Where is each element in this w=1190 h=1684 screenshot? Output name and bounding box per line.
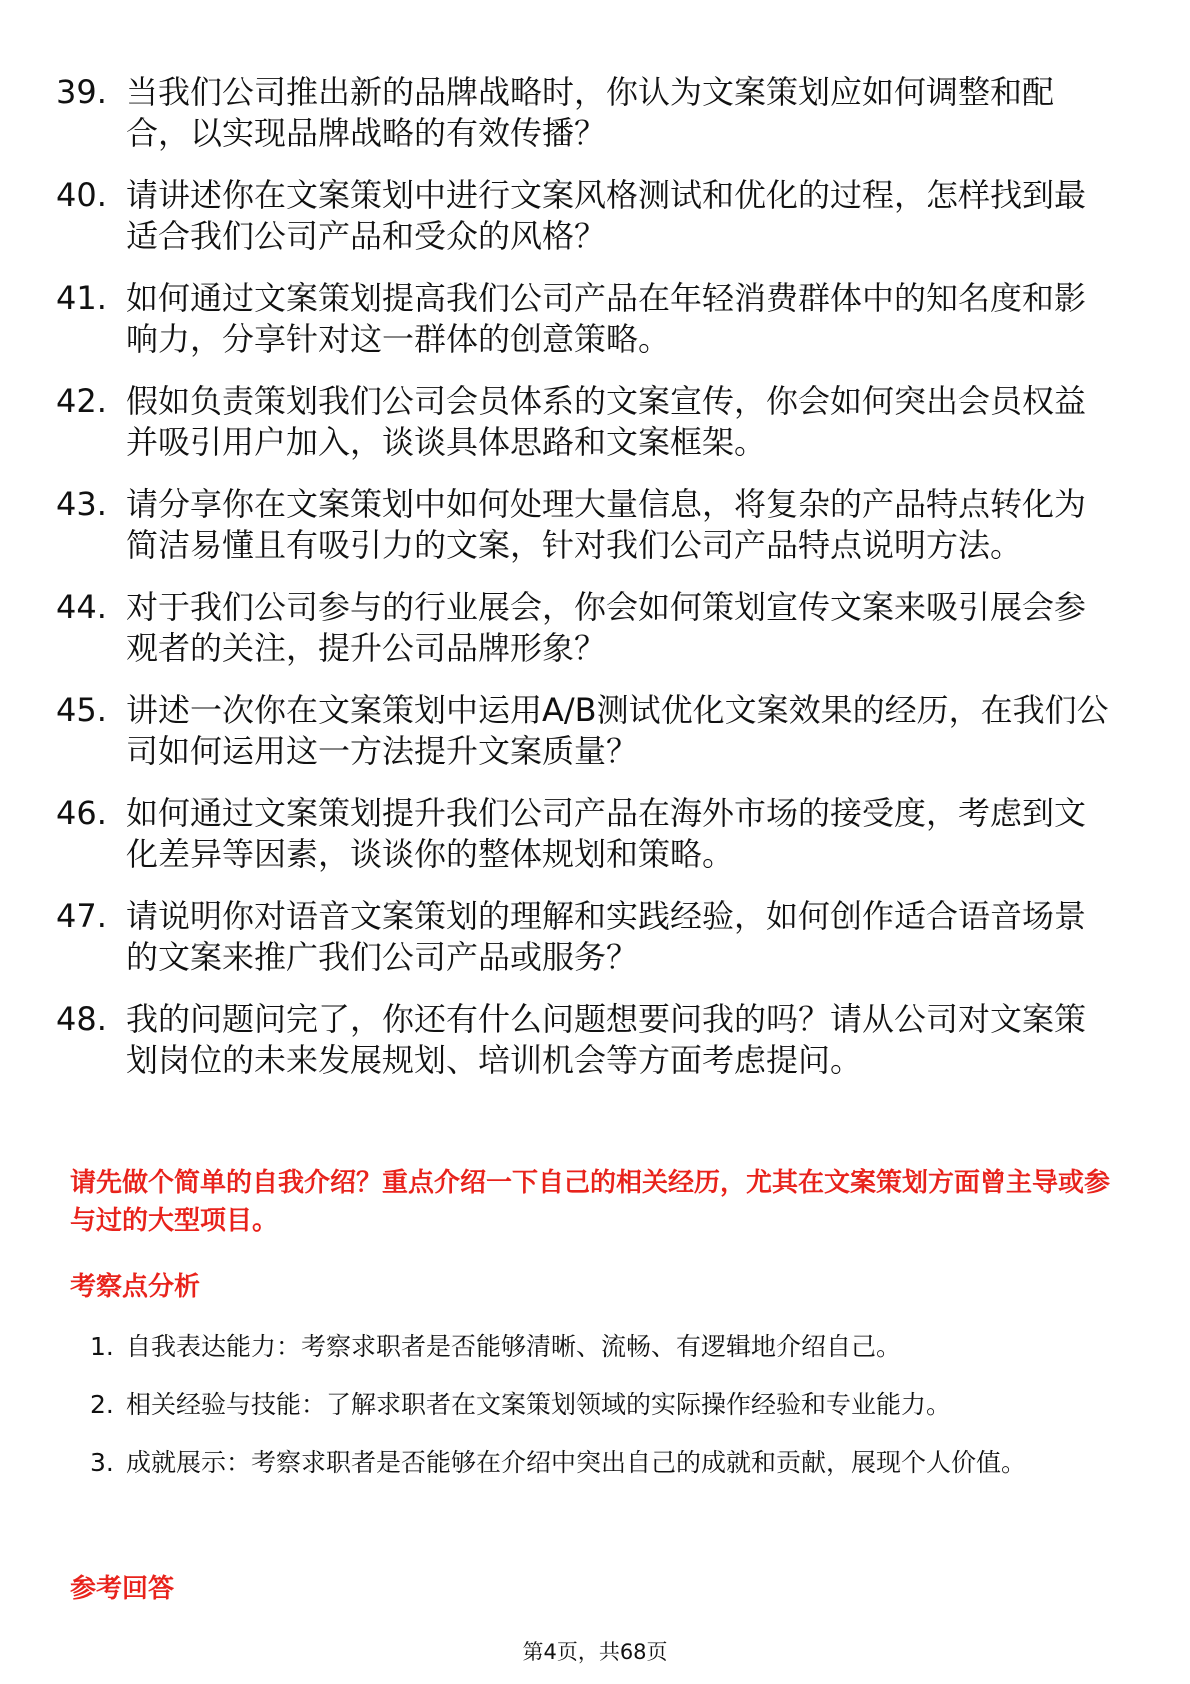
question-item bbox=[56, 690, 1116, 772]
question-text: 如何通过文案策划提高我们公司产品在年轻消费群体中的知名度和影响力，分享针对这一群体的创意策略。 bbox=[126, 279, 1087, 358]
question-text: 请讲述你在文案策划中进行文案风格测试和优化的过程，怎样找到最适合我们公司产品和受众的风格？ bbox=[126, 176, 1087, 255]
point-number: 1. bbox=[90, 1332, 114, 1361]
question-number: 43. bbox=[56, 485, 107, 523]
question-number: 46. bbox=[56, 794, 107, 832]
analysis-point bbox=[90, 1390, 1110, 1420]
question-item bbox=[56, 896, 1116, 978]
question-number: 47. bbox=[56, 897, 107, 935]
highlight-question: 请先做个简单的自我介绍？重点介绍一下自己的相关经历，尤其在文案策划方面曾主导或参与过的大型项目。 bbox=[70, 1168, 1111, 1236]
question-number: 40. bbox=[56, 176, 107, 214]
question-text: 假如负责策划我们公司会员体系的文案宣传，你会如何突出会员权益并吸引用户加入，谈谈具体思路和文案框架。 bbox=[126, 382, 1087, 461]
question-item bbox=[56, 175, 1116, 257]
question-number: 45. bbox=[56, 691, 107, 729]
question-item bbox=[56, 587, 1116, 669]
question-number: 39. bbox=[56, 73, 107, 111]
question-text: 讲述一次你在文案策划中运用A/B测试优化文案效果的经历，在我们公司如何运用这一方法提升文案质量？ bbox=[126, 691, 1109, 770]
question-text: 请说明你对语音文案策划的理解和实践经验，如何创作适合语音场景的文案来推广我们公司产品或服务？ bbox=[126, 897, 1087, 976]
point-number: 3. bbox=[90, 1448, 114, 1477]
question-text: 我的问题问完了，你还有什么问题想要问我的吗？请从公司对文案策划岗位的未来发展规划、培训机会等方面考虑提问。 bbox=[126, 1000, 1087, 1079]
question-text: 对于我们公司参与的行业展会，你会如何策划宣传文案来吸引展会参观者的关注，提升公司品牌形象？ bbox=[126, 588, 1087, 667]
question-item bbox=[56, 381, 1116, 463]
question-item bbox=[56, 999, 1116, 1081]
analysis-points bbox=[90, 1332, 1110, 1520]
question-number: 41. bbox=[56, 279, 107, 317]
question-list bbox=[56, 72, 1116, 1102]
question-number: 44. bbox=[56, 588, 107, 626]
question-number: 42. bbox=[56, 382, 107, 420]
analysis-point bbox=[90, 1448, 1110, 1492]
analysis-title: 考察点分析 bbox=[70, 1272, 201, 1302]
question-item bbox=[56, 72, 1116, 154]
reference-answer-title: 参考回答 bbox=[70, 1574, 175, 1604]
analysis-point bbox=[90, 1332, 1110, 1362]
question-item bbox=[56, 484, 1116, 566]
question-item bbox=[56, 793, 1116, 875]
point-text: 自我表达能力：考察求职者是否能够清晰、流畅、有逻辑地介绍自己。 bbox=[126, 1332, 902, 1361]
question-text: 请分享你在文案策划中如何处理大量信息，将复杂的产品特点转化为简洁易懂且有吸引力的文案，针对我们公司产品特点说明方法。 bbox=[126, 485, 1087, 564]
point-number: 2. bbox=[90, 1390, 114, 1419]
question-number: 48. bbox=[56, 1000, 107, 1038]
question-text: 如何通过文案策划提升我们公司产品在海外市场的接受度，考虑到文化差异等因素，谈谈你的整体规划和策略。 bbox=[126, 794, 1087, 873]
question-text: 当我们公司推出新的品牌战略时，你认为文案策划应如何调整和配合，以实现品牌战略的有效传播？ bbox=[126, 73, 1055, 152]
page-footer: 第4页，共68页 bbox=[522, 1640, 668, 1664]
point-text: 相关经验与技能：了解求职者在文案策划领域的实际操作经验和专业能力。 bbox=[126, 1390, 952, 1419]
point-text: 成就展示：考察求职者是否能够在介绍中突出自己的成就和贡献，展现个人价值。 bbox=[126, 1448, 1027, 1477]
question-item bbox=[56, 278, 1116, 360]
